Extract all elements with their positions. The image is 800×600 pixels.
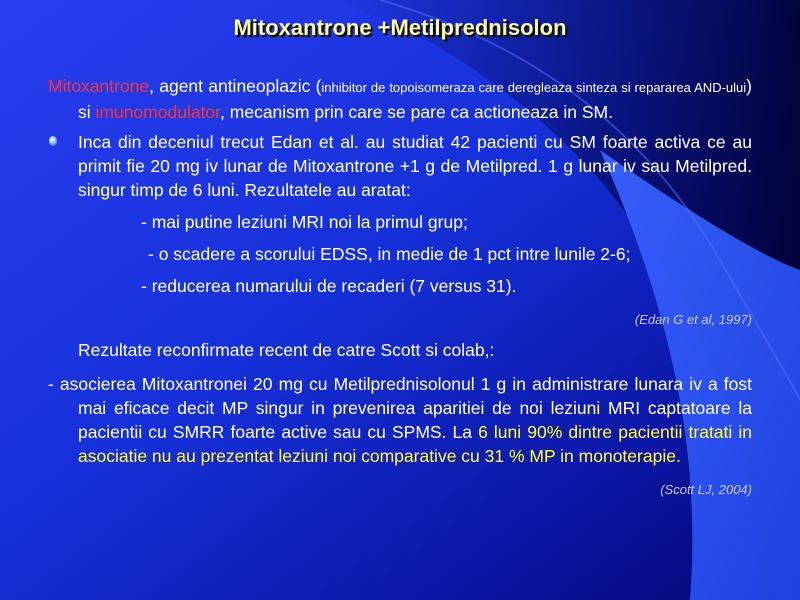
association-paragraph xyxy=(48,372,752,468)
citation-scott: (Scott LJ, 2004) xyxy=(660,482,752,497)
bullet-dot-icon xyxy=(49,136,57,146)
intro-text-2: ) si xyxy=(78,76,752,122)
term-mitoxantrone: Mitoxantrone xyxy=(48,76,150,96)
association-text: - asocierea Mitoxantronei 20 mg cu Metilprednisolonul 1 g in administrare lunara iv a fost mai eficace decit MP singur in prevenirea aparitiei de noi leziuni MRI captatoare la pacientii cu SMRR foarte active sau cu SPMS. La xyxy=(48,374,752,442)
association-highlight: 6 luni 90% dintre pacientii tratati in asociatie nu au prezentat leziuni noi comparative cu 31 % MP in monoterapie. xyxy=(78,422,752,466)
intro-note: inhibitor de topoisomeraza care deregleaza sinteza si repararea AND-ului xyxy=(321,80,747,95)
result-item-2: - o scadere a scorului EDSS, in medie de 1 pct intre lunile 2-6; xyxy=(148,244,631,264)
intro-text-3: , mecanism prin care se pare ca actioneaza in SM. xyxy=(220,102,613,122)
result-item-3: - reducerea numarului de recaderi (7 versus 31). xyxy=(141,276,517,296)
reconfirm-paragraph: Rezultate reconfirmate recent de catre Scott si colab,: xyxy=(78,340,495,360)
slide-body xyxy=(48,74,752,502)
term-immunomodulator: imunomodulator xyxy=(95,102,221,122)
study-paragraph: Inca din deceniul trecut Edan et al. au studiat 42 pacienti cu SM foarte activa ce au primit fie 20 mg iv lunar de Mitoxantrone +1 g de Metilpred. 1 g lunar iv sau Metilpred. singur timp de 6 luni. Rezultatele au aratat: xyxy=(78,132,752,200)
intro-text-1: , agent antineoplazic ( xyxy=(149,76,322,96)
study-bullet xyxy=(48,130,752,202)
citation-edan: (Edan G et al, 1997) xyxy=(634,312,752,327)
intro-paragraph xyxy=(48,74,752,124)
slide-title: Mitoxantrone +Metilprednisolon xyxy=(233,15,567,40)
result-item-1: - mai putine leziuni MRI noi la primul grup; xyxy=(141,212,468,232)
